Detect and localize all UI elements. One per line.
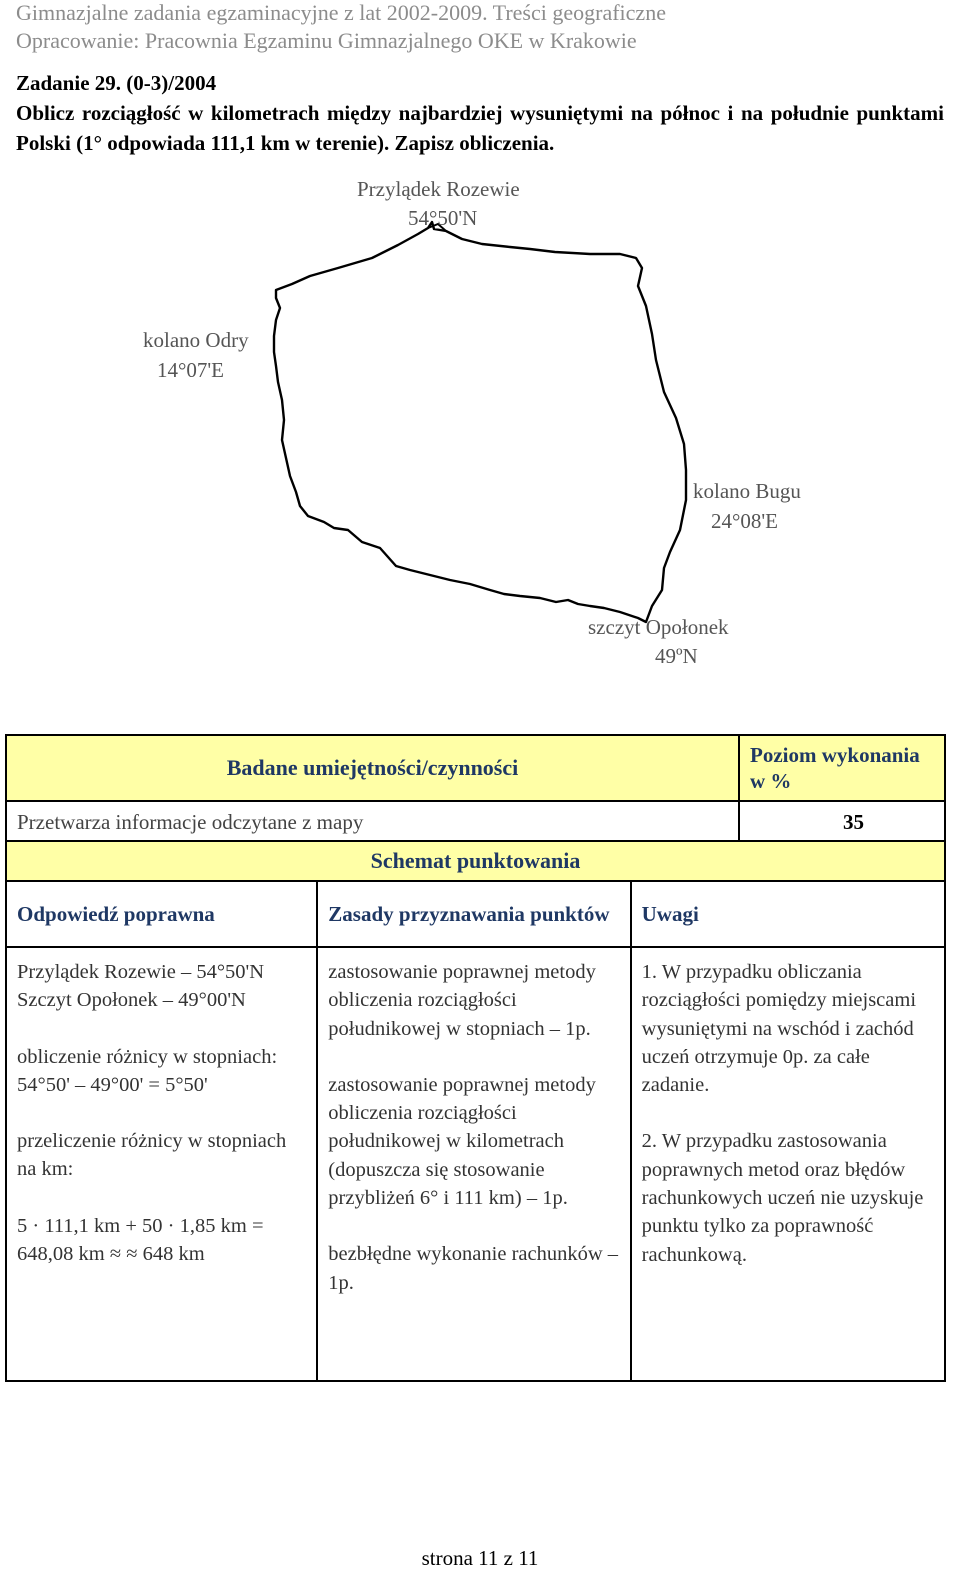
map-label-north-coord: 54°50'N — [408, 206, 478, 230]
map-label-north-name: Przylądek Rozewie — [357, 177, 520, 201]
skills-row-level: 35 — [739, 801, 945, 843]
rule-item: bezbłędne wykonanie rachunków – 1p. — [328, 1243, 619, 1294]
scheme-col-notes-head: Uwagi — [631, 881, 945, 947]
scheme-rules-cell — [317, 947, 630, 1381]
answer-line: 5 · 111,1 km + 50 · 1,85 km = 648,08 km ≈ ≈ 648 km — [17, 1214, 264, 1266]
note-item: 2. W przypadku zastosowania poprawnych metod oraz błędów rachunkowych uczeń nie uzyskuje punktu tylko za poprawność rachunkową. — [641, 1130, 924, 1266]
skills-header-skill: Badane umiejętności/czynności — [6, 735, 739, 801]
map-label-east-name: kolano Bugu — [693, 479, 801, 503]
answer-line: przeliczenie różnicy w stopniach na km: — [17, 1130, 287, 1181]
scoring-scheme-table — [5, 840, 946, 1382]
rule-item: zastosowanie poprawnej metody obliczenia rozciągłości południkowej w kilometrach (dopuszcza się stosowanie przybliżeń 6° i 111 km) – 1p. — [328, 1073, 596, 1210]
map-label-south-name: szczyt Opołonek — [588, 615, 729, 639]
scheme-col-rules-head: Zasady przyznawania punktów — [317, 881, 630, 947]
map-label-east-coord: 24°08'E — [711, 509, 779, 533]
poland-border — [274, 222, 686, 622]
answer-line: Przylądek Rozewie – 54°50'N — [17, 961, 265, 983]
page-number: strona 11 z 11 — [421, 1546, 539, 1570]
scheme-col-answer-head: Odpowiedź poprawna — [6, 881, 317, 947]
task-body: Oblicz rozciągłość w kilometrach między najbardziej wysuniętymi na północ i na południe punktami Polski (1° odpowiada 111,1 km w terenie). Zapisz obliczenia. — [16, 101, 944, 155]
answer-line: obliczenie różnicy w stopniach: 54°50' – 49°00' = 5°50' — [17, 1045, 278, 1096]
scheme-notes-cell — [631, 947, 945, 1381]
answer-line: Szczyt Opołonek – 49°00'N — [17, 989, 246, 1012]
header-title: Gimnazjalne zadania egzaminacyjne z lat 2002-2009. Treści geograficzne — [16, 0, 666, 25]
skills-row-skill: Przetwarza informacje odczytane z mapy — [6, 801, 739, 843]
note-item: 1. W przypadku obliczania rozciągłości pomiędzy miejscami wysuniętymi na wschód i zachód uczeń otrzymuje 0p. za całe zadanie. — [641, 961, 917, 1097]
scheme-answer-cell — [6, 947, 317, 1381]
skills-table — [5, 734, 946, 844]
task-title: Zadanie 29. (0-3)/2004 — [16, 71, 217, 95]
header-subtitle: Opracowanie: Pracownia Egzaminu Gimnazjalnego OKE w Krakowie — [16, 28, 637, 53]
map-label-south-coord: 49ºN — [655, 644, 698, 668]
rule-item: zastosowanie poprawnej metody obliczenia rozciągłości południkowej w stopniach – 1p. — [328, 961, 596, 1040]
map-label-west-name: kolano Odry — [143, 328, 249, 352]
scheme-title: Schemat punktowania — [6, 841, 945, 881]
map-label-west-coord: 14°07'E — [157, 358, 225, 382]
skills-header-level: Poziom wykonania w % — [739, 735, 945, 801]
poland-outline-map — [0, 0, 960, 720]
